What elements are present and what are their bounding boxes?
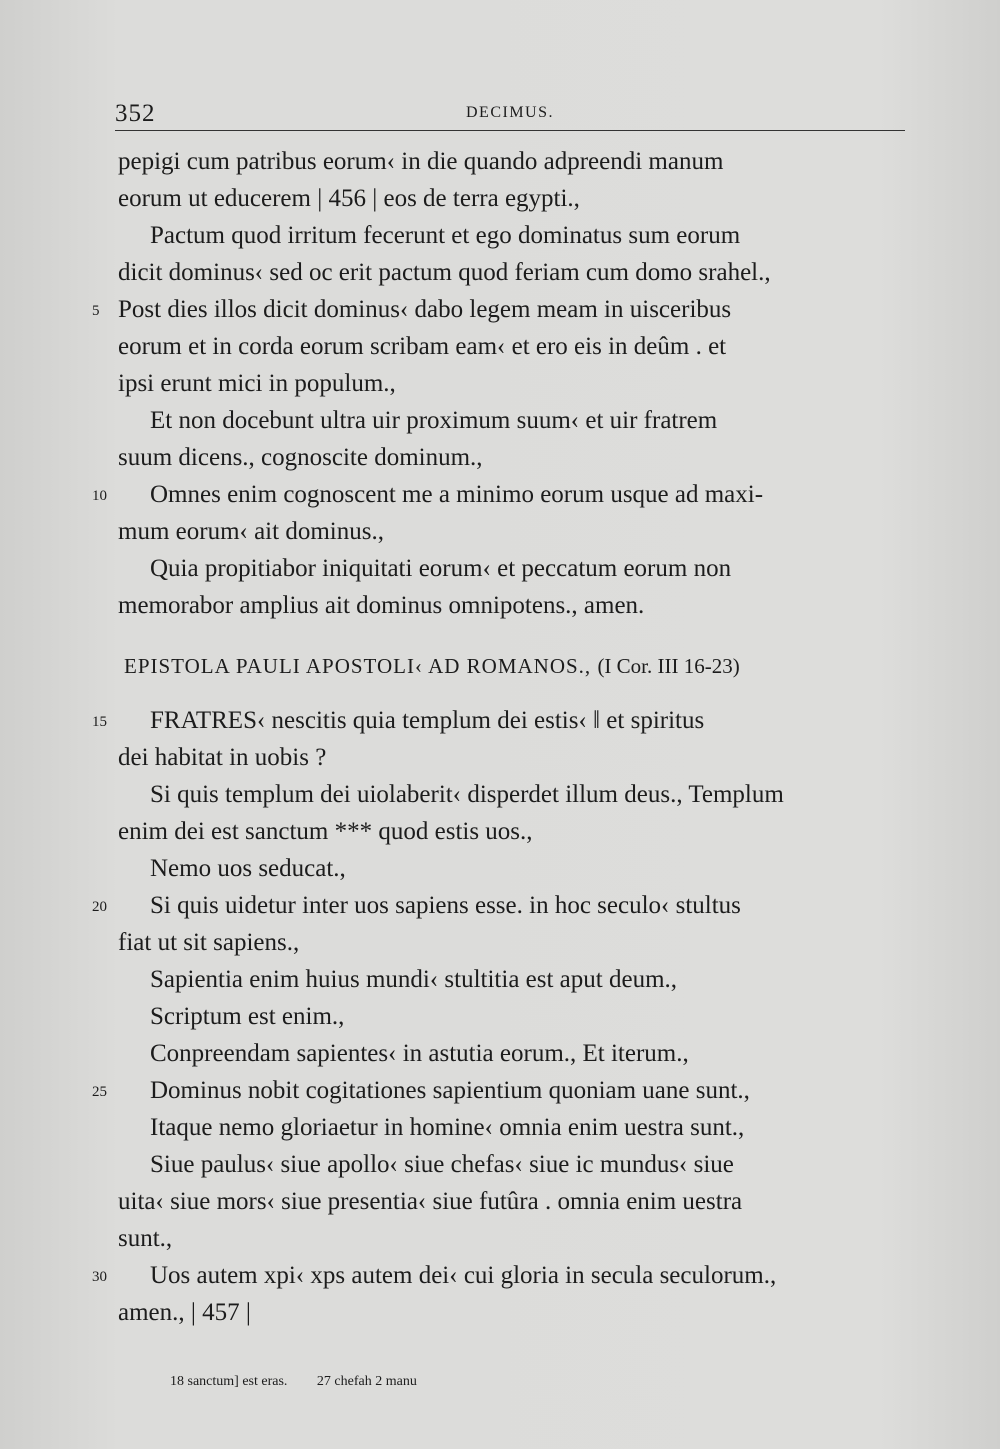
line-text: Et non docebunt ultra uir proximum suum‹ et uir fratrem (150, 407, 718, 434)
footnote: 27 chefah 2 manu (316, 1374, 417, 1389)
line-text: dei habitat in uobis ? (118, 744, 327, 771)
text-line (118, 1220, 913, 1257)
text-line (118, 439, 913, 476)
heading-title: EPISTOLA PAULI APOSTOLI‹ AD ROMANOS., (124, 654, 592, 678)
line-text: eorum ut educerem | 456 | eos de terra egypti., (118, 185, 580, 212)
line-text: Omnes enim cognoscent me a minimo eorum usque ad maxi- (150, 481, 764, 508)
text-line (118, 365, 913, 402)
section-heading (118, 646, 913, 686)
line-text: pepigi cum patribus eorum‹ in die quando adpreendi manum (118, 148, 724, 175)
line-text: Nemo uos seducat., (150, 855, 346, 882)
line-text: amen., | 457 | (118, 1299, 251, 1326)
line-text: memorabor amplius ait dominus omnipotens., amen. (118, 592, 645, 619)
header-rule (115, 130, 905, 131)
text-line (118, 813, 913, 850)
footnotes (170, 1374, 443, 1390)
text-line (118, 402, 913, 439)
text-line (118, 739, 913, 776)
text-block-top (92, 143, 913, 624)
text-line (118, 143, 913, 180)
text-line (118, 328, 913, 365)
line-text: Uos autem xpi‹ xps autem dei‹ cui gloria in secula seculorum., (150, 1262, 777, 1289)
line-text: enim dei est sanctum *** quod estis uos., (118, 818, 533, 845)
text-line (118, 587, 913, 624)
line-text: suum dicens., cognoscite dominum., (118, 444, 483, 471)
line-number: 10 (92, 488, 107, 504)
line-text: Scriptum est enim., (150, 1003, 345, 1030)
text-line (118, 1109, 913, 1146)
text-line (92, 476, 913, 513)
page-header (115, 98, 905, 132)
line-text: sunt., (118, 1225, 173, 1252)
line-text: Itaque nemo gloriaetur in homine‹ omnia enim uestra sunt., (150, 1114, 745, 1141)
text-line (92, 1257, 913, 1294)
text-line (118, 513, 913, 550)
text-line (118, 924, 913, 961)
line-text: FRATRES‹ nescitis quia templum dei estis‹ ‖ et spiritus (150, 707, 705, 734)
line-text: ipsi erunt mici in populum., (118, 370, 396, 397)
page-number: 352 (115, 100, 156, 127)
footnote: 18 sanctum] est eras. (170, 1374, 288, 1389)
line-text: eorum et in corda eorum scribam eam‹ et ero eis in deûm . et (118, 333, 727, 360)
text-line (92, 1072, 913, 1109)
line-number: 30 (92, 1269, 107, 1285)
line-text: Quia propitiabor iniquitati eorum‹ et peccatum eorum non (150, 555, 732, 582)
line-number: 5 (92, 303, 100, 319)
line-text: Si quis uidetur inter uos sapiens esse. in hoc seculo‹ stultus (150, 892, 741, 919)
running-title: DECIMUS. (465, 104, 554, 121)
text-line (118, 998, 913, 1035)
text-line (118, 254, 913, 291)
text-line (118, 1183, 913, 1220)
text-line (118, 217, 913, 254)
text-line (118, 1146, 913, 1183)
text-line (118, 1035, 913, 1072)
line-text: Si quis templum dei uiolaberit‹ disperdet illum deus., Templum (150, 781, 784, 808)
line-text: Sapientia enim huius mundi‹ stultitia est aput deum., (150, 966, 678, 993)
line-text: mum eorum‹ ait dominus., (118, 518, 384, 545)
text-line (118, 961, 913, 998)
line-text: Conpreendam sapientes‹ in astutia eorum., Et iterum., (150, 1040, 689, 1067)
line-text: Post dies illos dicit dominus‹ dabo legem meam in uisceribus (118, 296, 732, 323)
line-number: 15 (92, 714, 107, 730)
text-line (92, 702, 913, 739)
text-line (118, 776, 913, 813)
line-text: fiat ut sit sapiens., (118, 929, 300, 956)
line-number: 25 (92, 1084, 107, 1100)
text-line (92, 887, 913, 924)
text-line (118, 550, 913, 587)
text-line (118, 1294, 913, 1331)
text-body (92, 143, 913, 1331)
line-number: 20 (92, 899, 107, 915)
line-text: Dominus nobit cogitationes sapientium quoniam uane sunt., (150, 1077, 750, 1104)
text-line (92, 291, 913, 328)
line-text: Pactum quod irritum fecerunt et ego dominatus sum eorum (150, 222, 741, 249)
text-line (118, 850, 913, 887)
line-text: dicit dominus‹ sed oc erit pactum quod feriam cum domo srahel., (118, 259, 771, 286)
line-text: uita‹ siue mors‹ siue presentia‹ siue futûra . omnia enim uestra (118, 1188, 743, 1215)
text-line (118, 180, 913, 217)
heading-reference: (I Cor. III 16-23) (597, 654, 740, 678)
text-block-bottom (92, 702, 913, 1331)
line-text: Siue paulus‹ siue apollo‹ siue chefas‹ siue ic mundus‹ siue (150, 1151, 734, 1178)
